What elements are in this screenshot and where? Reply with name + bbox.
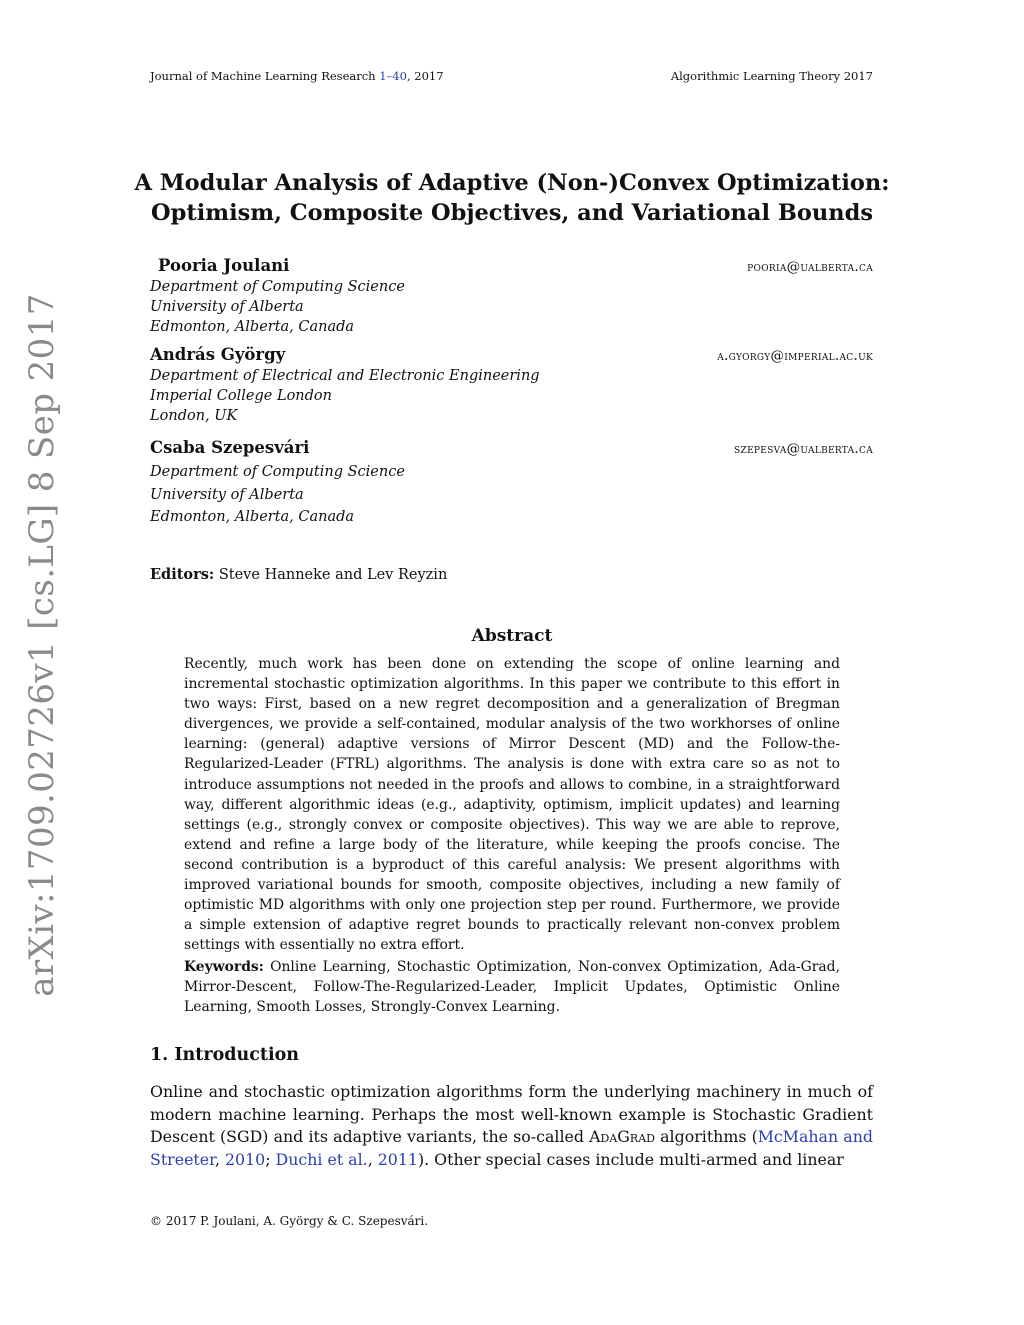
affiliation-location: Edmonton, Alberta, Canada (150, 509, 355, 525)
author-email[interactable]: pooria@ualberta.ca (747, 259, 873, 275)
adagrad-term: AdaGrad (589, 1127, 655, 1147)
author-affiliation (150, 461, 405, 529)
paper-title (0, 168, 1024, 228)
affiliation-department: Department of Computing Science (150, 464, 405, 480)
affiliation-institution: University of Alberta (150, 486, 304, 503)
introduction-paragraph (150, 1081, 873, 1171)
journal-name: Journal of Machine Learning Research (150, 69, 376, 83)
keywords-text: Online Learning, Stochastic Optimization, Non-convex Optimization, Ada-Grad, Mirror-Descent, Follow-The-Regularized-Leader, Implicit Updates, Optimistic Online Learning, Smooth Losses, Strongly-Convex Learning. (184, 959, 840, 1016)
running-header-right: Algorithmic Learning Theory 2017 (670, 69, 873, 83)
copyright-footer: © 2017 P. Joulani, A. György & C. Szepesvári. (150, 1214, 429, 1228)
abstract-heading: Abstract (471, 626, 553, 646)
abstract-text: Recently, much work has been done on extending the scope of online learning and incremental stochastic optimization algorithms. In this paper we contribute to this effort in two ways: First, based on a new regret decomposition and a generalization of Bregman divergences, we provide a self-contained, modular analysis of the two workhorses of online learning: (general) adaptive versions of Mirror Descent (MD) and the Follow-the-Regularized-Leader (FTRL) algorithms. The analysis is done with extra care so as not to introduce assumptions not needed in the proofs and allows to combine, in a straightforward way, different algorithmic ideas (e.g., adaptivity, optimism, implicit updates) and learning settings (e.g., strongly convex or composite objectives). This way we are able to reprove, extend and refine a large body of the literature, while keeping the proofs concise. The second contribution is a byproduct of this careful analysis: We present algorithms with improved variational bounds for smooth, composite objectives, including a new family of optimistic MD algorithms with only one projection step per round. Furthermore, we provide a simple extension of adaptive regret bounds to practically relevant non-convex problem settings with essentially no extra effort. (184, 656, 840, 954)
editors-names: Steve Hanneke and Lev Reyzin (218, 567, 448, 583)
author-name: Csaba Szepesvári (150, 438, 310, 457)
affiliation-institution: Imperial College London (150, 388, 333, 404)
page-range-link[interactable]: 1–40 (379, 69, 407, 83)
intro-text: Online and stochastic optimization algorithms form the underlying machinery in much of modern machine learning. Perhaps the most well-known example is Stochastic Gradient Descent (SGD) and its adaptive variants, the so-called (150, 1082, 873, 1147)
author-email[interactable]: szepesva@ualberta.ca (734, 441, 873, 457)
affiliation-department: Department of Electrical and Electronic Engineering (150, 368, 540, 384)
editors-label: Editors: (150, 566, 215, 583)
intro-text: ). Other special cases include multi-armed and linear (417, 1149, 844, 1169)
citation-link[interactable]: Duchi et al. (275, 1149, 368, 1169)
editors-line (150, 566, 447, 583)
affiliation-location: Edmonton, Alberta, Canada (150, 319, 355, 335)
title-line-2: Optimism, Composite Objectives, and Variational Bounds (151, 200, 873, 226)
running-header-left (150, 69, 444, 83)
title-line-1: A Modular Analysis of Adaptive (Non-)Convex Optimization: (134, 170, 890, 196)
keywords-label: Keywords: (184, 959, 264, 975)
intro-text: , (367, 1149, 378, 1169)
citation-link[interactable]: McMahan and Streeter (150, 1127, 873, 1169)
citation-year-link[interactable]: 2011 (377, 1149, 418, 1169)
arxiv-side-stamp: arXiv:1709.02726v1 [cs.LG] 8 Sep 2017 (22, 293, 62, 997)
intro-text: algorithms ( (654, 1127, 758, 1147)
author-affiliation (150, 277, 405, 337)
author-name: András György (150, 345, 286, 364)
author-email[interactable]: a.gyorgy@imperial.ac.uk (717, 348, 873, 364)
journal-year: , 2017 (406, 69, 444, 83)
affiliation-location: London, UK (150, 408, 238, 424)
author-name: Pooria Joulani (158, 256, 290, 275)
keywords (184, 957, 840, 1017)
author-affiliation (150, 366, 540, 426)
citation-year-link[interactable]: 2010 (224, 1149, 266, 1169)
affiliation-department: Department of Computing Science (150, 279, 405, 295)
affiliation-institution: University of Alberta (150, 299, 304, 315)
intro-text: , (214, 1149, 225, 1169)
intro-text: ; (265, 1149, 276, 1169)
section-heading-introduction: 1. Introduction (150, 1045, 299, 1065)
